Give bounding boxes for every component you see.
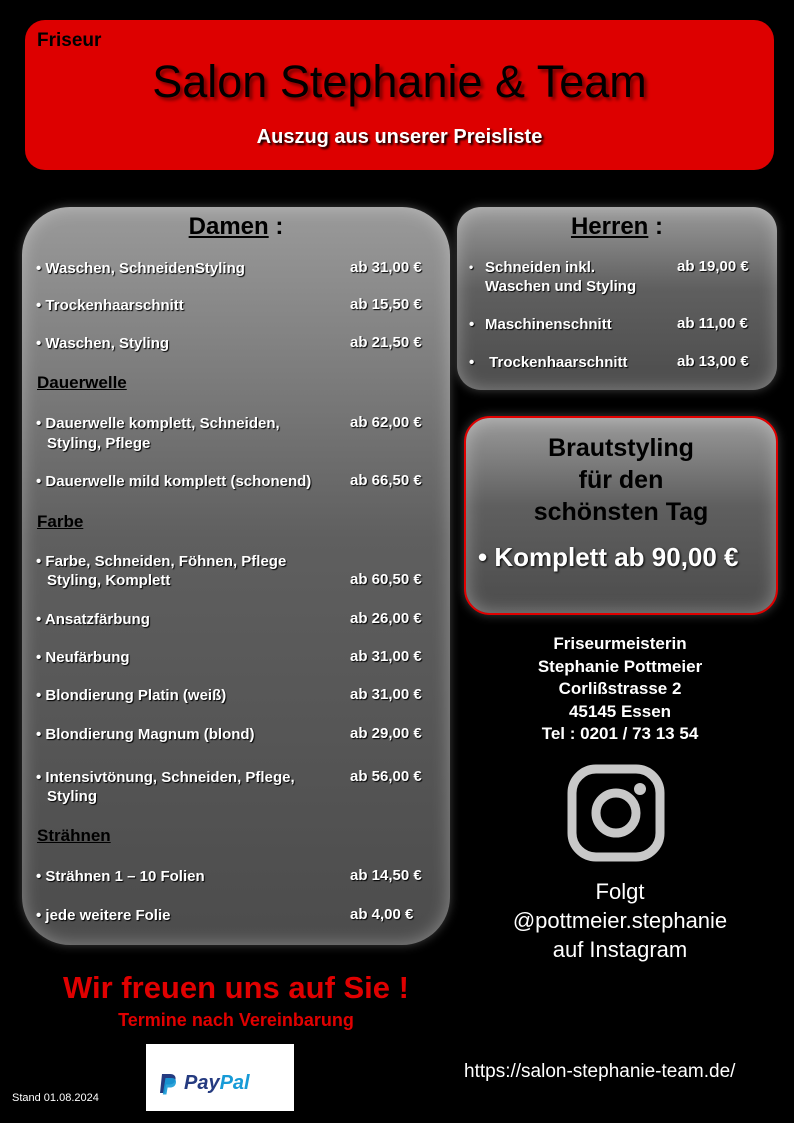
- price-item-label-cont: Styling: [47, 788, 98, 805]
- date-stamp: Stand 01.08.2024: [12, 1092, 99, 1104]
- paypal-wordmark: PayPal: [184, 1072, 250, 1094]
- price-value: ab 13,00 €: [677, 353, 749, 370]
- contact-line: Friseurmeisterin: [553, 634, 687, 653]
- price-value: ab 60,50 €: [350, 571, 422, 588]
- price-item-label: Schneiden inkl.: [485, 259, 596, 276]
- price-value: ab 62,00 €: [350, 414, 422, 431]
- price-item-label: Trockenhaarschnitt: [485, 354, 628, 371]
- price-value: ab 56,00 €: [350, 768, 422, 785]
- herren-title: Herren :: [570, 213, 664, 240]
- appointment-note: Termine nach Vereinbarung: [118, 1010, 354, 1030]
- price-value: ab 66,50 €: [350, 472, 422, 489]
- salon-title: Salon Stephanie & Team: [152, 56, 647, 107]
- price-item-label: Maschinenschnitt: [485, 316, 612, 333]
- paypal-p-icon: [158, 1072, 178, 1096]
- brautstyling-title: Brautstyling für den schönsten Tag: [533, 434, 709, 526]
- price-item-label: • Intensivtönung, Schneiden, Pflege,: [36, 769, 295, 786]
- damen-price-panel: [22, 207, 450, 945]
- section-title-straehnen: Strähnen: [37, 826, 111, 845]
- price-item-label: • Dauerwelle mild komplett (schonend): [36, 473, 312, 490]
- price-value: ab 21,50 €: [350, 334, 422, 351]
- contact-line: 45145 Essen: [568, 701, 672, 721]
- price-item-label: • Farbe, Schneiden, Föhnen, Pflege: [36, 553, 287, 570]
- price-item-label-cont: Styling, Pflege: [47, 435, 151, 452]
- price-item-label: • Blondierung Platin (weiß): [36, 687, 227, 704]
- welcome-message: Wir freuen uns auf Sie !: [63, 970, 409, 1005]
- bullet: •: [469, 354, 475, 371]
- instagram-text: Folgt @pottmeier.stephanie auf Instagram: [470, 877, 770, 964]
- instagram-handle[interactable]: @pottmeier.stephanie: [512, 908, 728, 933]
- contact-phone: Tel : 0201 / 73 13 54: [541, 724, 699, 743]
- price-item-label-cont: Waschen und Styling: [485, 278, 637, 295]
- price-value: ab 29,00 €: [350, 725, 422, 742]
- damen-title: Damen :: [188, 213, 284, 240]
- price-item-label: • jede weitere Folie: [36, 907, 171, 924]
- price-value: ab 31,00 €: [350, 686, 422, 703]
- price-value: ab 15,50 €: [350, 296, 422, 313]
- brautstyling-panel: [464, 416, 778, 615]
- contact-line: Stephanie Pottmeier: [537, 656, 703, 676]
- price-item-label-cont: Styling, Komplett: [47, 572, 171, 589]
- price-item-label: • Waschen, Styling: [36, 335, 170, 352]
- header-banner: [25, 20, 774, 170]
- price-value: ab 14,50 €: [350, 867, 422, 884]
- price-value: ab 11,00 €: [677, 315, 748, 332]
- bullet: •: [469, 316, 475, 333]
- price-item-label: • Waschen, SchneidenStyling: [36, 260, 245, 277]
- price-value: ab 26,00 €: [350, 610, 422, 627]
- paypal-logo: [146, 1044, 294, 1111]
- price-item-label: • Blondierung Magnum (blond): [36, 726, 255, 743]
- price-item-label: • Trockenhaarschnitt: [36, 297, 184, 314]
- bullet: •: [469, 260, 474, 274]
- price-item-label: • Dauerwelle komplett, Schneiden,: [36, 415, 280, 432]
- price-value: ab 19,00 €: [677, 258, 749, 275]
- price-item-label: • Ansatzfärbung: [36, 611, 150, 628]
- price-item-label: • Strähnen 1 – 10 Folien: [36, 868, 205, 885]
- contact-block: [470, 633, 770, 746]
- herren-price-panel: [457, 207, 777, 390]
- website-link[interactable]: https://salon-stephanie-team.de/: [464, 1061, 736, 1082]
- instagram-icon[interactable]: [566, 763, 666, 863]
- brautstyling-offer: • Komplett ab 90,00 €: [478, 542, 739, 572]
- price-item-label: • Neufärbung: [36, 649, 130, 666]
- header-subtitle: Auszug aus unserer Preisliste: [256, 126, 543, 148]
- header-kicker: Friseur: [37, 30, 102, 51]
- price-value: ab 31,00 €: [350, 648, 422, 665]
- price-value: ab 4,00 €: [350, 906, 414, 923]
- section-title-dauerwelle: Dauerwelle: [37, 373, 127, 392]
- contact-line: Corlißstrasse 2: [558, 679, 682, 698]
- price-value: ab 31,00 €: [350, 259, 422, 276]
- section-title-farbe: Farbe: [37, 512, 84, 531]
